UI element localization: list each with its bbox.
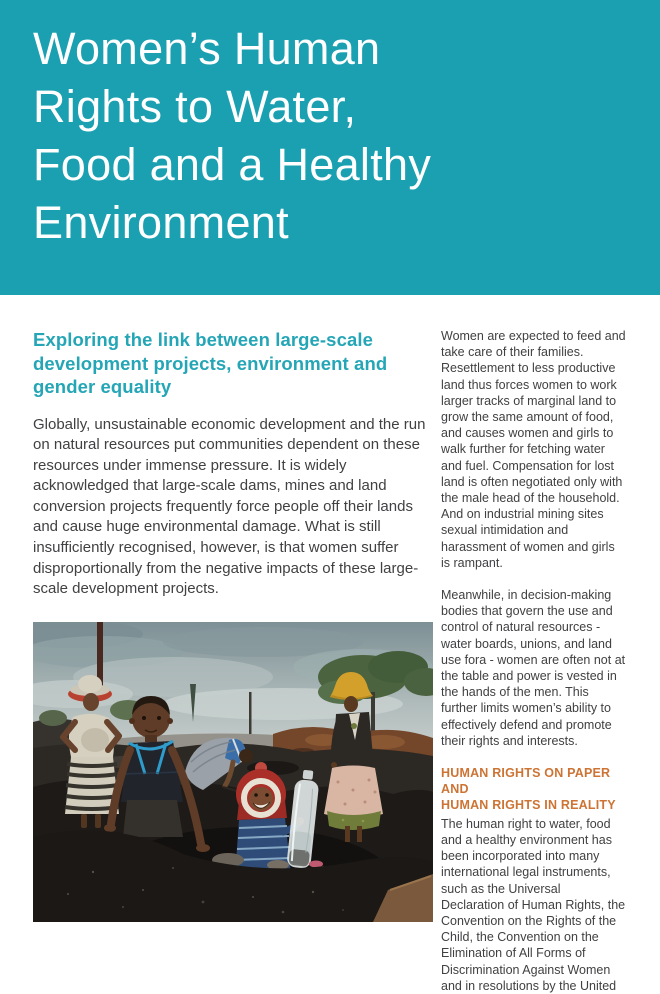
main-column xyxy=(33,328,433,922)
sidebar-section-heading-line: HUMAN RIGHTS ON PAPER AND xyxy=(441,766,611,797)
sidebar-paragraph-2: Meanwhile, in decision-making bodies that govern the use and control of natural resources - water boards, unions, and land use fora - women are often not at the table and power is vested in the hands of the men. This further limits women’s ability to effectively defend and promote their rights and interests. xyxy=(441,588,626,748)
intro-paragraph: Globally, unsustainable economic development and the run on natural resources put communities dependent on these resources under immense pressure. It is widely acknowledged that large-scale dams, mines and land conversion projects frequently force people off their lands and cause huge environmental damage. What is still insufficiently recognised, however, is that women suffer disproportionally from the negative impacts of these large-scale development projects. xyxy=(33,415,426,598)
title-banner xyxy=(0,0,660,295)
photo-utility-pole xyxy=(249,692,252,734)
sidebar-paragraph-1: Women are expected to feed and take care of their families. Resettlement to less productive land thus forces women to work larger tracks of marginal land to grow the same amount of food, and causes women and girls to walk further for fetching water and fuel. Compensation for lost land is often negotiated only with the male head of the household. And on industrial mining sites sexual intimidation and harassment of women and girls is rampant. xyxy=(441,329,626,570)
article-body xyxy=(33,328,627,994)
page-title xyxy=(0,0,660,252)
sidebar-section-heading-line: HUMAN RIGHTS IN REALITY xyxy=(441,798,616,813)
page-title-line: Environment xyxy=(33,197,289,248)
page-title-line: Women’s Human xyxy=(33,23,381,74)
sidebar-paragraph-3: The human right to water, food and a healthy environment has been incorporated into many international legal instruments, such as the Universal Declaration of Human Rights, the Convention on the Rights of the Child, the Convention on the Elimination of All Forms of Discrimination Against Women and in resolutions by the United xyxy=(441,816,626,993)
page-title-line: Food and a Healthy xyxy=(33,139,432,190)
page-title-line: Rights to Water, xyxy=(33,81,357,132)
intro-heading: Exploring the link between large-scale development projects, environment and gender equality xyxy=(33,329,388,397)
photo-illustration xyxy=(33,622,433,922)
photo-pole xyxy=(97,622,103,686)
sidebar-column xyxy=(441,328,627,994)
sidebar-section-heading xyxy=(441,765,627,814)
article-photo xyxy=(33,622,433,922)
